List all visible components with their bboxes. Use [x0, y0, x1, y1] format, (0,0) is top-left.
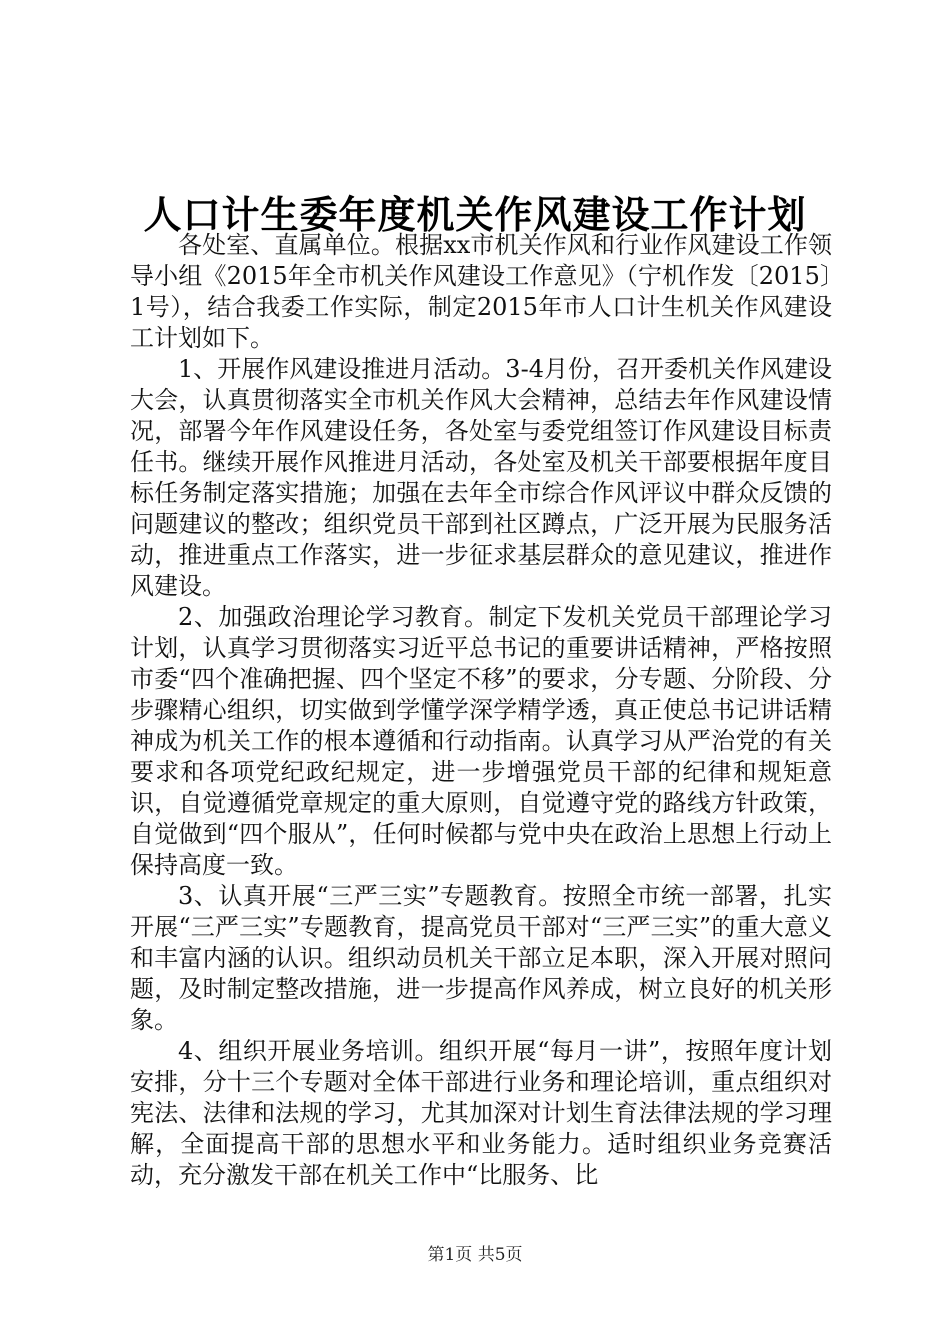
paragraph-item-4: 4、组织开展业务培训。组织开展“每月一讲”，按照年度计划安排，分十三个专题对全体干部进行业务和理论培训，重点组织对宪法、法律和法规的学习，尤其加深对计划生育法律法规的学习理解，全面提高干部的思想水平和业务能力。适时组织业务竞赛活动，充分激发干部在机关工作中“比服务、比: [130, 1037, 832, 1189]
paragraph-intro: 各处室、直属单位。根据xx市机关作风和行业作风建设工作领导小组《2015年全市机关作风建设工作意见》（宁机作发〔2015〕1号），结合我委工作实际，制定2015年市人口计生机关作风建设工计划如下。: [130, 231, 832, 352]
page-number-footer: 第1页 共5页: [427, 1245, 523, 1265]
document-body: [130, 230, 832, 1191]
paragraph-item-1: 1、开展作风建设推进月活动。3-4月份，召开委机关作风建设大会，认真贯彻落实全市机关作风大会精神，总结去年作风建设情况，部署今年作风建设任务，各处室与委党组签订作风建设目标责任书。继续开展作风推进月活动，各处室及机关干部要根据年度目标任务制定落实措施；加强在去年全市综合作风评议中群众反馈的问题建议的整改；组织党员干部到社区蹲点，广泛开展为民服务活动，推进重点工作落实，进一步征求基层群众的意见建议，推进作风建设。: [130, 355, 832, 600]
document-title: 人口计生委年度机关作风建设工作计划: [143, 192, 807, 237]
paragraph-item-3: 3、认真开展“三严三实”专题教育。按照全市统一部署，扎实开展“三严三实”专题教育，提高党员干部对“三严三实”的重大意义和丰富内涵的认识。组织动员机关干部立足本职，深入开展对照问题，及时制定整改措施，进一步提高作风养成，树立良好的机关形象。: [130, 882, 832, 1034]
paragraph-item-2: 2、加强政治理论学习教育。制定下发机关党员干部理论学习计划，认真学习贯彻落实习近平总书记的重要讲话精神，严格按照市委“四个准确把握、四个坚定不移”的要求，分专题、分阶段、分步骤精心组织，切实做到学懂学深学精学透，真正使总书记讲话精神成为机关工作的根本遵循和行动指南。认真学习从严治党的有关要求和各项党纪政纪规定，进一步增强党员干部的纪律和规矩意识，自觉遵循党章规定的重大原则，自觉遵守党的路线方针政策，自觉做到“四个服从”，任何时候都与党中央在政治上思想上行动上保持高度一致。: [130, 603, 832, 879]
